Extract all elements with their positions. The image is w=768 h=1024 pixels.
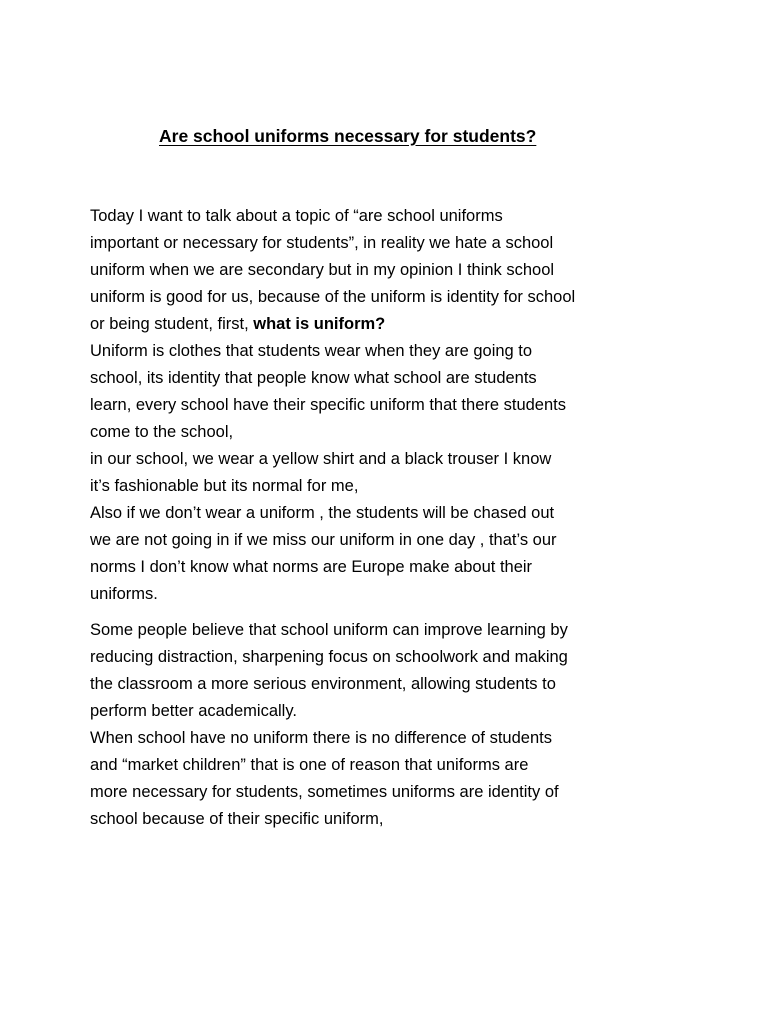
text-line: uniforms. <box>90 585 158 603</box>
text-line: school because of their specific uniform, <box>90 810 384 828</box>
text-line: norms I don’t know what norms are Europe make about their <box>90 558 533 576</box>
text-line: more necessary for students, sometimes uniforms are identity of <box>90 783 559 801</box>
text-line: Today I want to talk about a topic of “are school uniforms <box>90 207 503 225</box>
text-line: Also if we don’t wear a uniform , the students will be chased out <box>90 504 555 522</box>
text-line: it’s fashionable but its normal for me, <box>90 477 359 495</box>
text-line: in our school, we wear a yellow shirt and a black trouser I know <box>90 450 552 468</box>
text-line <box>90 311 690 338</box>
text-line: school, its identity that people know what school are students <box>90 369 537 387</box>
text-line: Uniform is clothes that students wear when they are going to <box>90 342 533 360</box>
text-line: important or necessary for students”, in reality we hate a school <box>90 234 554 252</box>
paragraph-spacer <box>90 608 690 617</box>
document-body <box>90 203 690 833</box>
text-line: perform better academically. <box>90 702 297 720</box>
text-line: the classroom a more serious environment, allowing students to <box>90 675 556 693</box>
text-line: we are not going in if we miss our uniform in one day , that’s our <box>90 531 557 549</box>
paragraph-arguments <box>90 617 690 833</box>
paragraph-definition <box>90 338 690 608</box>
text-line: When school have no uniform there is no difference of students <box>90 729 552 747</box>
text-line: Some people believe that school uniform can improve learning by <box>90 621 568 639</box>
text-line: learn, every school have their specific uniform that there students <box>90 396 566 414</box>
text-line: reducing distraction, sharpening focus on schoolwork and making <box>90 648 568 666</box>
text-line: uniform when we are secondary but in my opinion I think school <box>90 261 555 279</box>
text-line: and “market children” that is one of reason that uniforms are <box>90 756 529 774</box>
text-line: uniform is good for us, because of the uniform is identity for school <box>90 288 576 306</box>
text-line-prefix: or being student, first, <box>90 315 254 333</box>
paragraph-intro <box>90 203 690 338</box>
document-title: Are school uniforms necessary for students? <box>159 126 537 146</box>
bold-question: what is uniform? <box>253 315 386 333</box>
text-line: come to the school, <box>90 423 234 441</box>
